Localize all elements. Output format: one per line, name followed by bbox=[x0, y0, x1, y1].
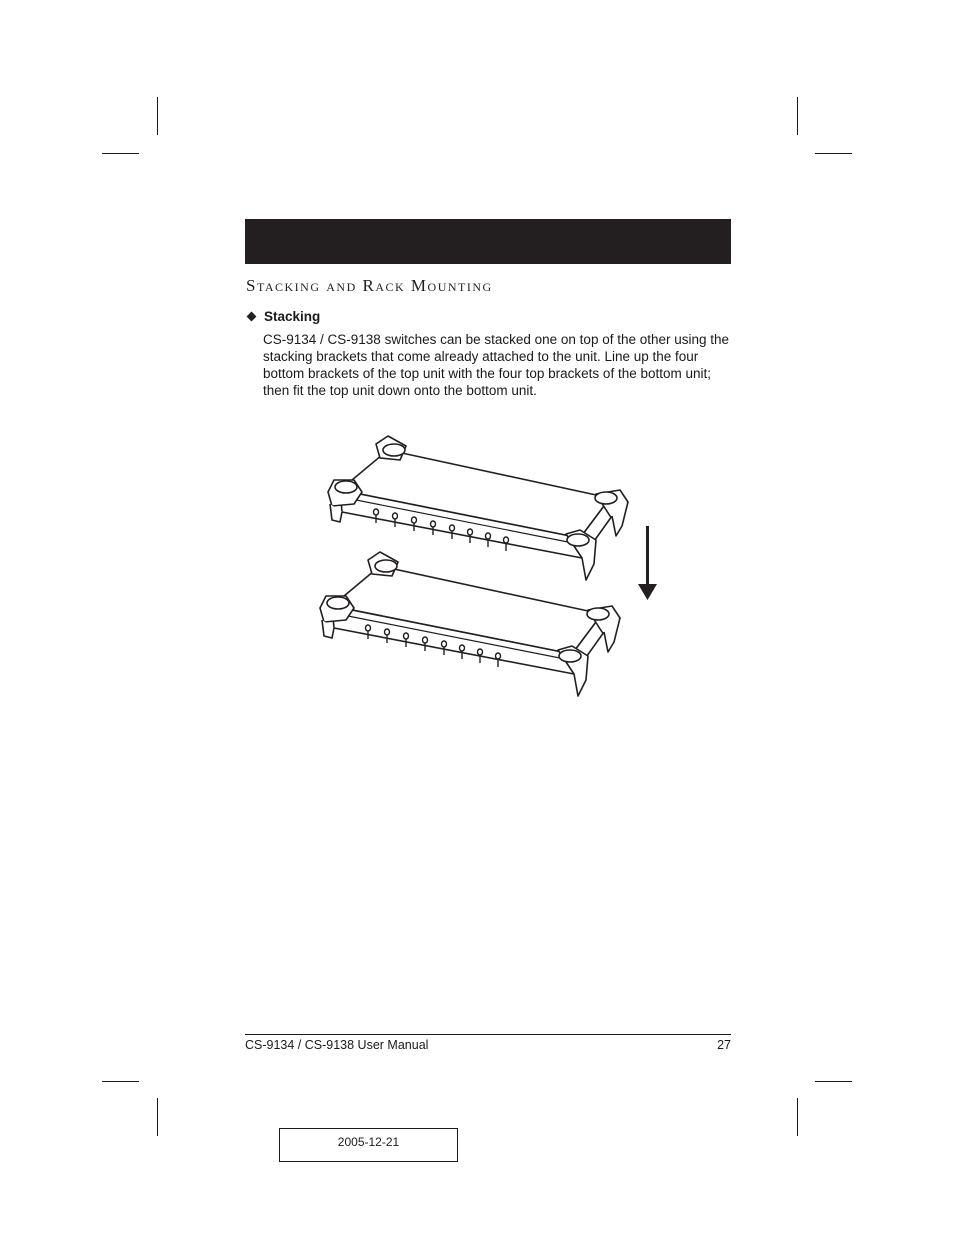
bullet-heading bbox=[246, 309, 320, 324]
crop-mark-bottom-left-horizontal bbox=[102, 1081, 139, 1082]
footer-manual-title: CS-9134 / CS-9138 User Manual bbox=[245, 1038, 429, 1052]
date-box bbox=[279, 1128, 458, 1162]
crop-mark-bottom-right-vertical bbox=[797, 1098, 798, 1136]
section-title: Stacking and Rack Mounting bbox=[246, 276, 493, 295]
footer-rule bbox=[245, 1034, 731, 1035]
crop-mark-bottom-right-horizontal bbox=[815, 1081, 852, 1082]
crop-mark-top-left-vertical bbox=[157, 97, 158, 135]
crop-mark-top-right-vertical bbox=[797, 97, 798, 135]
diamond-bullet-icon bbox=[247, 312, 257, 322]
stacking-illustration bbox=[310, 430, 660, 710]
crop-mark-top-right-horizontal bbox=[815, 153, 852, 154]
crop-mark-top-left-horizontal bbox=[102, 153, 139, 154]
crop-mark-bottom-left-vertical bbox=[157, 1098, 158, 1136]
bullet-label: Stacking bbox=[264, 309, 321, 324]
down-arrow-icon bbox=[638, 526, 657, 600]
footer-page-number: 27 bbox=[717, 1038, 731, 1052]
body-paragraph: CS-9134 / CS-9138 switches can be stacked one on top of the other using the stacking brackets that come already attached to the unit. Line up the four bottom brackets of the top unit with the four top brackets of the bottom unit; then fit the top unit down onto the bottom unit. bbox=[263, 332, 730, 398]
kvm-switch-bottom-unit bbox=[320, 552, 620, 696]
chapter-header-bar bbox=[245, 219, 731, 264]
date-text: 2005-12-21 bbox=[337, 1135, 400, 1149]
